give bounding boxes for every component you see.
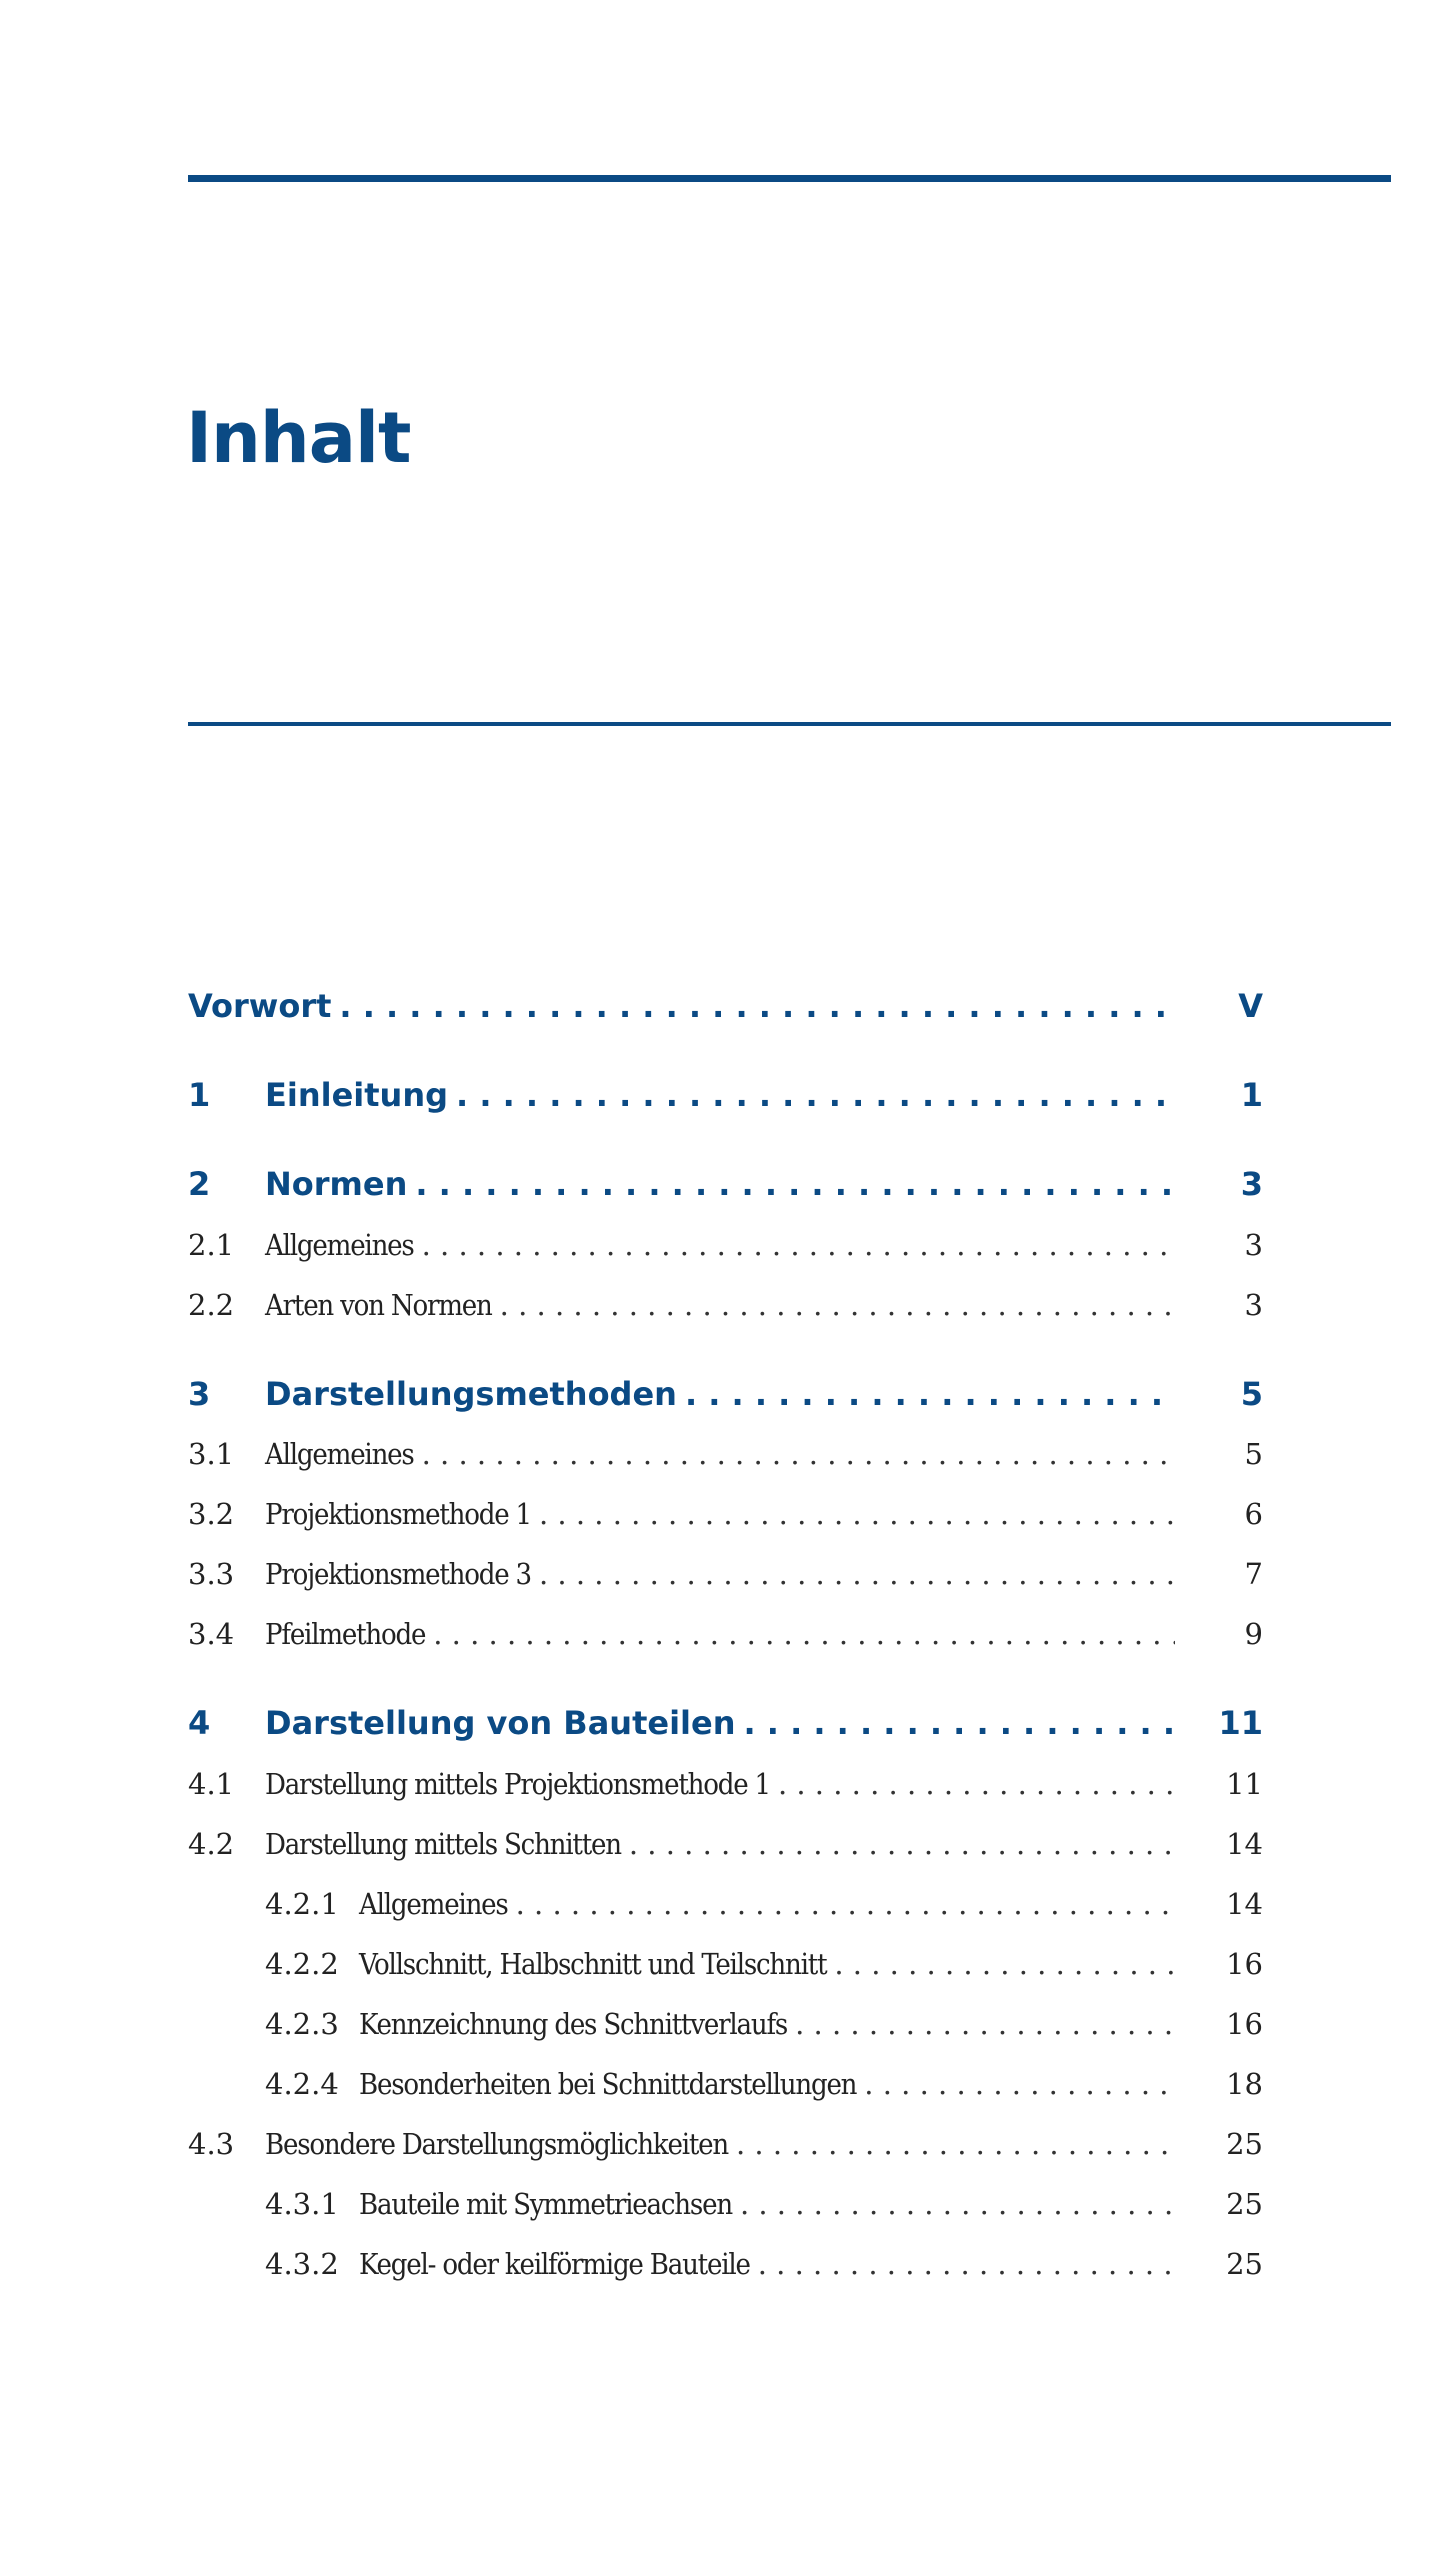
toc-title: Darstellung mittels Schnitten (265, 1827, 621, 1861)
toc-title: Kegel- oder keilförmige Bauteile (359, 2247, 750, 2281)
toc-page: 6 (1244, 1497, 1263, 1531)
toc-number: 2.2 (188, 1288, 235, 1322)
toc-number: 4.2 (188, 1827, 235, 1861)
toc-title: Allgemeines (359, 1887, 508, 1921)
dot-leader (422, 1434, 1175, 1474)
toc-number: 3.1 (188, 1437, 235, 1471)
toc-entry-subsection-4-2-3[interactable] (188, 1986, 1263, 2046)
toc-entry-section-2-1[interactable] (188, 1207, 1263, 1267)
dot-leader (778, 1764, 1175, 1804)
toc-title: Normen (265, 1165, 408, 1203)
toc-entry-subsection-4-3-2[interactable] (188, 2226, 1263, 2286)
toc-entry-section-4-2[interactable] (188, 1806, 1263, 1866)
toc-title: Projektionsmethode 3 (265, 1557, 531, 1591)
toc-page: 11 (1218, 1704, 1263, 1742)
dot-leader (685, 1374, 1175, 1414)
toc-entry-vorwort[interactable] (188, 968, 1263, 1028)
dot-leader (539, 1494, 1175, 1534)
page-title: Inhalt (186, 397, 411, 479)
toc-page: 16 (1226, 2007, 1263, 2041)
dot-leader (516, 1884, 1175, 1924)
toc-entry-chapter-4[interactable] (188, 1685, 1263, 1745)
dot-leader (539, 1554, 1175, 1594)
toc-number: 3.2 (188, 1497, 235, 1531)
toc-title: Projektionsmethode 1 (265, 1497, 531, 1531)
dot-leader (629, 1824, 1175, 1864)
toc-entry-section-4-1[interactable] (188, 1746, 1263, 1806)
toc-number: 4.3.1 (265, 2187, 339, 2221)
dot-leader (795, 2004, 1175, 2044)
toc-entry-section-3-2[interactable] (188, 1476, 1263, 1536)
toc-page: 3 (1244, 1288, 1263, 1322)
dot-leader (864, 2064, 1175, 2104)
dot-leader (415, 1164, 1175, 1204)
toc-page: 1 (1240, 1076, 1263, 1114)
dot-leader (740, 2184, 1175, 2224)
toc-number: 2 (188, 1165, 211, 1203)
toc-title: Darstellung mittels Projektionsmethode 1 (265, 1767, 770, 1801)
toc-number: 4.3 (188, 2127, 235, 2161)
toc-title: Allgemeines (265, 1437, 414, 1471)
toc-number: 4.2.1 (265, 1887, 339, 1921)
dot-leader (422, 1225, 1175, 1265)
toc-page: 5 (1244, 1437, 1263, 1471)
toc-entry-subsection-4-2-1[interactable] (188, 1866, 1263, 1926)
toc-number: 4.2.4 (265, 2067, 339, 2101)
toc-page: 18 (1226, 2067, 1263, 2101)
dot-leader (433, 1614, 1175, 1654)
toc-number: 4.3.2 (265, 2247, 339, 2281)
toc-entry-subsection-4-2-4[interactable] (188, 2046, 1263, 2106)
toc-number: 3 (188, 1375, 211, 1413)
toc-title: Pfeilmethode (265, 1617, 426, 1651)
toc-number: 1 (188, 1076, 211, 1114)
toc-page: 3 (1244, 1228, 1263, 1262)
toc-title: Bauteile mit Symmetrieachsen (359, 2187, 732, 2221)
dot-leader (743, 1703, 1175, 1743)
table-of-contents (188, 0, 1263, 2560)
toc-entry-section-2-2[interactable] (188, 1267, 1263, 1327)
toc-page: 25 (1226, 2247, 1263, 2281)
toc-page: 11 (1226, 1767, 1263, 1801)
toc-title: Arten von Normen (265, 1288, 492, 1322)
toc-page: 9 (1244, 1617, 1263, 1651)
toc-entry-subsection-4-3-1[interactable] (188, 2166, 1263, 2226)
toc-title: Einleitung (265, 1076, 449, 1114)
toc-entry-chapter-2[interactable] (188, 1146, 1263, 1206)
toc-title: Darstellungsmethoden (265, 1375, 677, 1413)
toc-title: Vorwort (188, 987, 332, 1025)
toc-entry-subsection-4-2-2[interactable] (188, 1926, 1263, 1986)
toc-page: 7 (1244, 1557, 1263, 1591)
toc-number: 4.2.2 (265, 1947, 339, 1981)
toc-title: Besondere Darstellungsmöglichkeiten (265, 2127, 728, 2161)
toc-page: 5 (1240, 1375, 1263, 1413)
toc-number: 4.1 (188, 1767, 235, 1801)
toc-title: Vollschnitt, Halbschnitt und Teilschnitt (359, 1947, 827, 1981)
toc-number: 4 (188, 1704, 211, 1742)
toc-page: 14 (1226, 1827, 1263, 1861)
toc-title: Darstellung von Bauteilen (265, 1704, 736, 1742)
toc-entry-section-3-3[interactable] (188, 1536, 1263, 1596)
dot-leader (758, 2244, 1175, 2284)
toc-title: Kennzeichnung des Schnittverlaufs (359, 2007, 788, 2041)
toc-entry-chapter-3[interactable] (188, 1356, 1263, 1416)
dot-leader (456, 1075, 1175, 1115)
toc-page: 25 (1226, 2127, 1263, 2161)
toc-entry-chapter-1[interactable] (188, 1057, 1263, 1117)
toc-title: Allgemeines (265, 1228, 414, 1262)
dot-leader (834, 1944, 1175, 1984)
dot-leader (339, 986, 1175, 1026)
toc-entry-section-4-3[interactable] (188, 2106, 1263, 2166)
toc-number: 3.3 (188, 1557, 235, 1591)
toc-page: 3 (1240, 1165, 1263, 1203)
toc-number: 4.2.3 (265, 2007, 339, 2041)
dot-leader (500, 1285, 1175, 1325)
toc-number: 2.1 (188, 1228, 235, 1262)
toc-page: 25 (1226, 2187, 1263, 2221)
toc-page: 16 (1226, 1947, 1263, 1981)
toc-title: Besonderheiten bei Schnittdarstellungen (359, 2067, 857, 2101)
dot-leader (736, 2124, 1175, 2164)
toc-entry-section-3-1[interactable] (188, 1416, 1263, 1476)
toc-entry-section-3-4[interactable] (188, 1596, 1263, 1656)
toc-page: V (1238, 987, 1263, 1025)
toc-page: 14 (1226, 1887, 1263, 1921)
toc-number: 3.4 (188, 1617, 235, 1651)
